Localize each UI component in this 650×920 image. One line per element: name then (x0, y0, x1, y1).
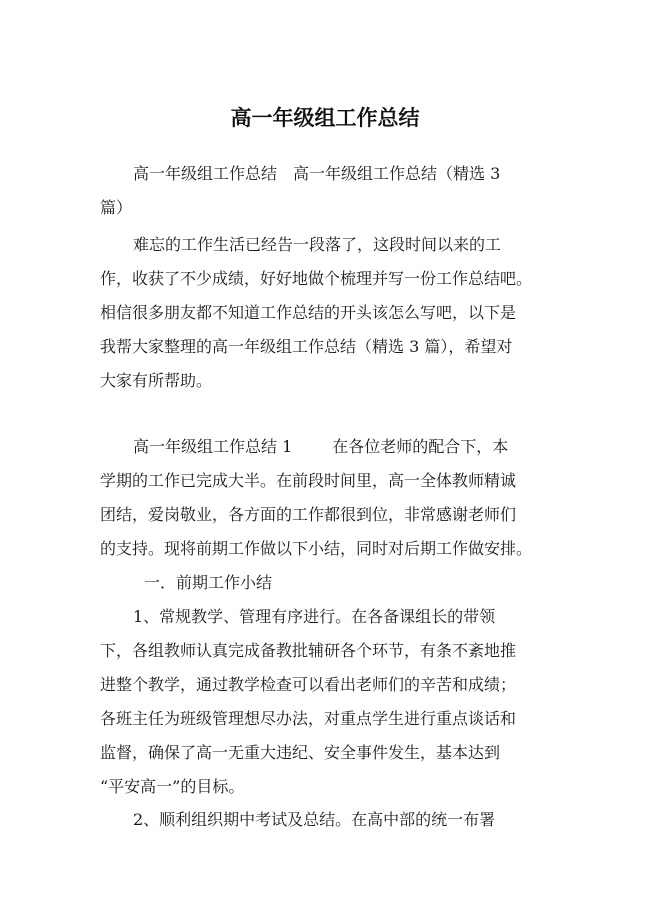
text-line: 的支持。现将前期工作做以下小结，同时对后期工作做安排。 (100, 539, 533, 558)
text-line: 作，收获了不少成绩，好好地做个梳理并写一份工作总结吧。 (100, 269, 533, 288)
text-line: “平安高一”的目标。 (100, 777, 245, 796)
text-line: 学期的工作已完成大半。在前段时间里，高一全体教师精诚 (100, 471, 517, 490)
text-line: 大家有所帮助。 (100, 371, 213, 390)
section-1-paragraph (100, 430, 552, 566)
item-2-paragraph (100, 803, 552, 837)
text-line: 各班主任为班级管理想尽办法，对重点学生进行重点谈话和 (100, 709, 517, 728)
intro-subtitle-paragraph (100, 157, 552, 225)
intro-paragraph (100, 228, 552, 398)
section-heading: 高一年级组工作总结 1 (133, 437, 293, 456)
text-line: 难忘的工作生活已经告一段落了，这段时间以来的工 (133, 235, 502, 254)
text-line: 相信很多朋友都不知道工作总结的开头该怎么写吧，以下是 (100, 303, 517, 322)
section-1-first-line (100, 430, 552, 464)
text-line: 2、顺利组织期中考试及总结。在高中部的统一布署 (133, 810, 496, 829)
text-line: 进整个教学，通过教学检查可以看出老师们的辛苦和成绩； (100, 675, 517, 694)
text-line: 篇） (100, 198, 133, 217)
text-line: 团结，爱岗敬业，各方面的工作都很到位，非常感谢老师们 (100, 505, 517, 524)
text-line: 监督，确保了高一无重大违纪、安全事件发生，基本达到 (100, 743, 501, 762)
item-1-paragraph (100, 600, 552, 804)
text-line: 我帮大家整理的高一年级组工作总结（精选 3 篇），希望对 (100, 337, 513, 356)
subheading: 一．前期工作小结 (144, 573, 273, 592)
text-line: 1、常规教学、管理有序进行。在各备课组长的带领 (133, 607, 496, 626)
subheading-paragraph (100, 566, 552, 600)
document-title: 高一年级组工作总结 (230, 106, 420, 130)
text-line: 高一年级组工作总结 高一年级组工作总结（精选 3 (133, 164, 501, 183)
text-line: 在各位老师的配合下，本 (332, 437, 509, 456)
text-line: 下，各组教师认真完成备教批辅研各个环节，有条不紊地推 (100, 641, 517, 660)
